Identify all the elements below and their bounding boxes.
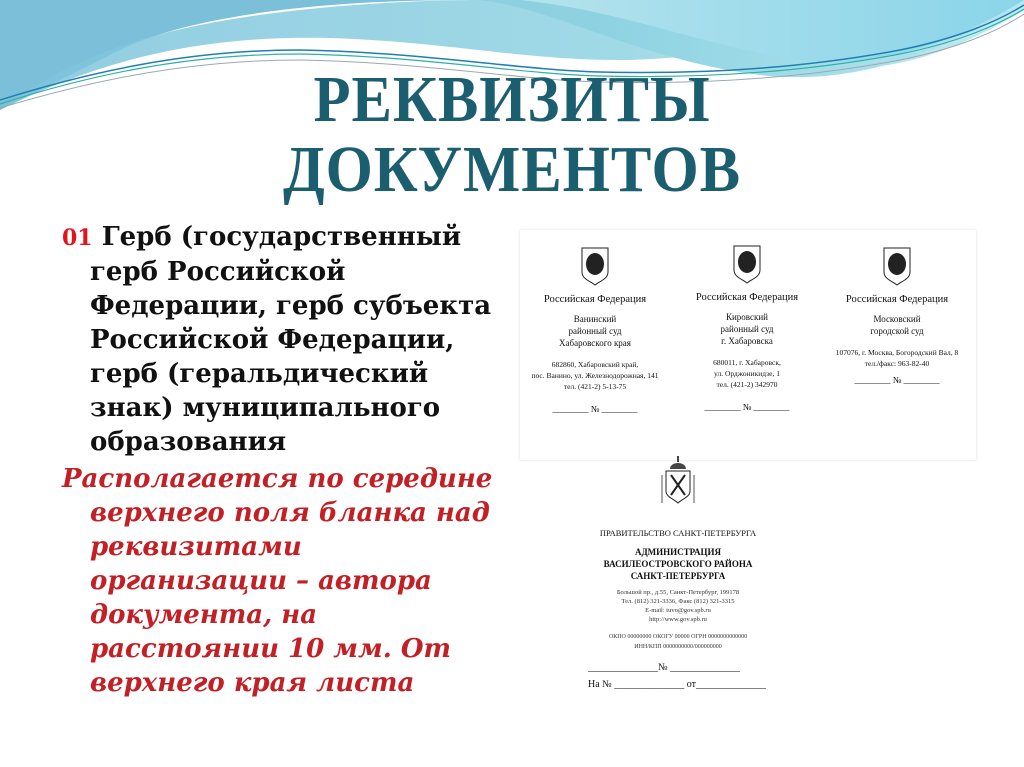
note-line: реквизитами	[90, 532, 302, 562]
description-line: герб (геральдический	[90, 359, 429, 389]
description-line: Российской Федерации,	[90, 325, 455, 355]
letterhead-moscow-court: Российская Федерация Московский городской суд 107076, г. Москва, Богородский Вал, 8 тел./факс: 963-82-40 ________ № ________	[822, 230, 972, 385]
note-line: верхнего поля бланка над	[90, 498, 490, 528]
coat-of-arms-icon	[882, 246, 912, 286]
letterhead-spb-administration: ПРАВИТЕЛЬСТВО САНКТ-ПЕТЕРБУРГА АДМИНИСТРАЦИЯ ВАСИЛЕОСТРОВСКОГО РАЙОНА САНКТ-ПЕТЕРБУРГА Большой пр., д.55, Санкт-Петербург, 199178 Тел. (812) 321-3336, Факс (812) 321-3315 E-mail: tuvo@gov.spb.ru http://www.gov.spb.ru ОКПО 00000000 ОКОГУ 00000 ОГРН 0000000000000 ИНН/КПП 0000000000/000000000 ______________№ ______________ На № ______________ от______________	[588, 455, 768, 715]
description-line: образования	[90, 427, 287, 457]
placement-note	[62, 462, 492, 700]
slide-title-line-1: РЕКВИЗИТЫ	[313, 63, 711, 136]
spb-coat-of-arms-icon	[660, 455, 696, 507]
note-line: Располагается по середине	[62, 464, 493, 494]
letterhead-kirovsky-court: Российская Федерация Кировский районный суд г. Хабаровска 680011, г. Хабаровск, ул. Орджоникидзе, 1 тел. (421-2) 342970 ________ № ________	[672, 230, 822, 412]
letterhead-examples	[520, 230, 976, 460]
note-line: расстоянии 10 мм. От	[90, 634, 451, 664]
slide-title-line-2: ДОКУМЕНТОВ	[282, 133, 742, 206]
coat-of-arms-icon	[732, 244, 762, 284]
description-line: знак) муниципального	[90, 393, 441, 423]
coat-of-arms-icon	[580, 246, 610, 286]
coat-of-arms-description	[62, 220, 491, 459]
note-line: верхнего края листа	[90, 668, 415, 698]
item-number: 01	[62, 225, 93, 251]
description-line: Герб (государственный	[101, 222, 462, 252]
note-line: организации – автора	[90, 566, 432, 596]
note-line: документа, на	[90, 600, 318, 630]
letterhead-vanino-court: Российская Федерация Ванинский районный суд Хабаровского края 682860, Хабаровский край, пос. Ванино, ул. Железнодорожная, 141 тел. (421-2) 5-13-75 ________ № ________	[520, 230, 670, 414]
description-line: Федерации, герб субъекта	[90, 291, 492, 321]
description-line: герб Российской	[90, 257, 346, 287]
